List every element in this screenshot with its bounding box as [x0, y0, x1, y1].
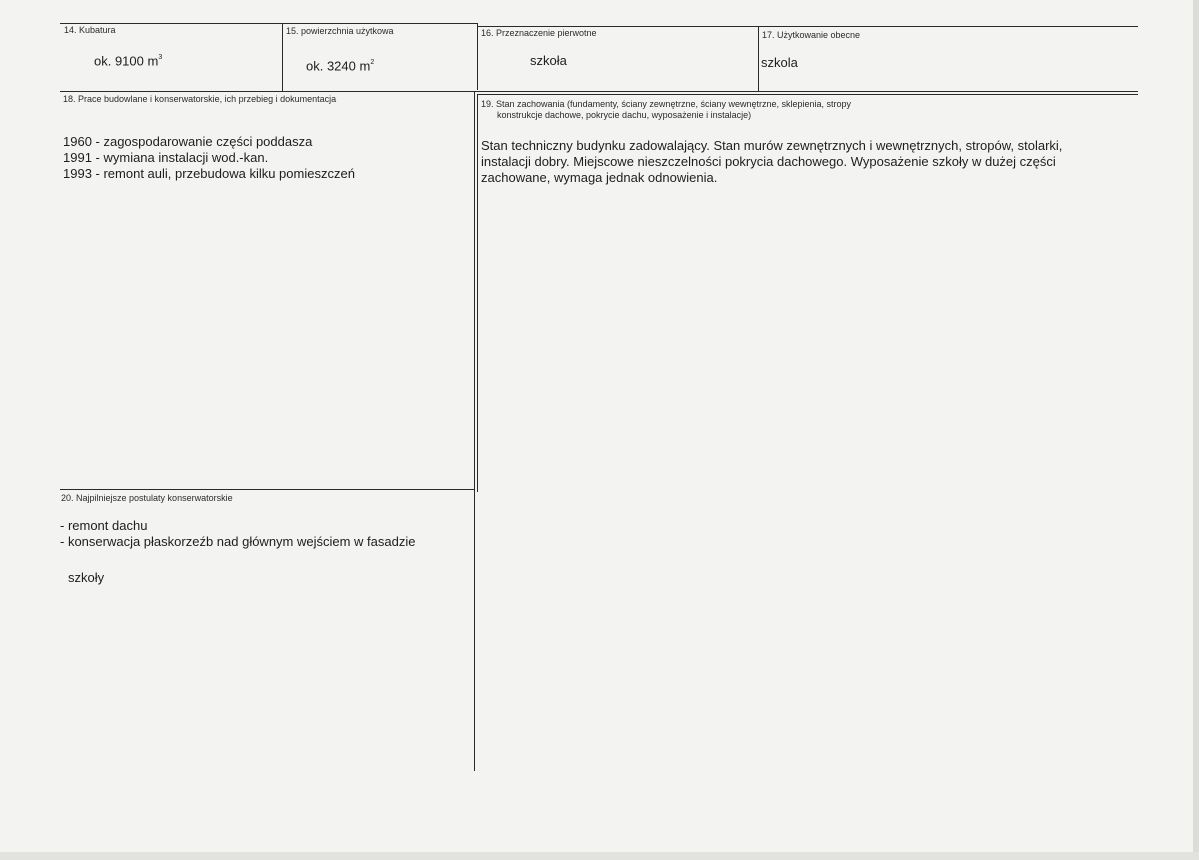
- field-19-label-continuation: konstrukcje dachowe, pokrycie dachu, wyposażenie i instalacje): [497, 110, 752, 120]
- field-18-entries: [63, 134, 355, 182]
- field-20-entries: [60, 518, 415, 550]
- divider-14-15: [282, 23, 283, 92]
- field-19-line: zachowane, wymaga jednak odnowienia.: [481, 170, 718, 185]
- field-19-line: instalacji dobry. Miejscowe nieszczelności pokrycia dachowego. Wyposażenie szkoły w dużej części: [481, 154, 1056, 169]
- field-16-value: szkoła: [530, 53, 567, 68]
- divider-main-vertical-inner: [477, 94, 478, 492]
- field-19-label: 19. Stan zachowania (fundamenty, ściany zewnętrzne, ściany wewnętrzne, sklepienia, stropy: [481, 99, 852, 109]
- field-14-label: 14. Kubatura: [64, 25, 116, 35]
- field-14-value: ok. 9100 $m^3$: [94, 53, 163, 69]
- divider-main-vertical: [474, 91, 475, 771]
- field-19-description: [481, 138, 1062, 186]
- divider-15-16: [477, 23, 478, 90]
- row-divider-1-right: [478, 94, 1138, 95]
- field-18-entry: 1960 - zagospodarowanie części poddasza: [63, 134, 313, 149]
- field-17-label: 17. Użytkowanie obecne: [762, 30, 861, 40]
- row-divider-1: [60, 91, 1138, 92]
- field-16-label: 16. Przeznaczenie pierwotne: [481, 28, 597, 38]
- top-border-left: [60, 23, 478, 24]
- field-20-entry: - remont dachu: [60, 518, 148, 533]
- field-18-entry: 1993 - remont auli, przebudowa kilku pomieszczeń: [63, 166, 355, 181]
- field-15-label: 15. powierzchnia użytkowa: [286, 26, 394, 36]
- scan-edge-right: [1193, 0, 1199, 860]
- field-18-entry: 1991 - wymiana instalacji wod.-kan.: [63, 150, 269, 165]
- field-17-value: szkola: [761, 55, 798, 70]
- divider-16-17: [758, 26, 759, 92]
- field-20-entry: - konserwacja płaskorzeźb nad głównym wejściem w fasadzie: [60, 534, 416, 549]
- field-20-continuation: szkoły: [68, 570, 105, 585]
- field-18-label: 18. Prace budowlane i konserwatorskie, ich przebieg i dokumentacja: [63, 94, 337, 104]
- field-19-line: Stan techniczny budynku zadowalający. Stan murów zewnętrznych i wewnętrznych, stropów, stolarki,: [481, 138, 1063, 153]
- field-15-value: ok. 3240 $m^2$: [306, 58, 375, 74]
- top-border-right: [478, 26, 1138, 27]
- scan-edge-bottom: [0, 852, 1199, 860]
- field-20-label: 20. Najpilniejsze postulaty konserwatorskie: [61, 493, 233, 503]
- divider-18-20: [60, 489, 474, 490]
